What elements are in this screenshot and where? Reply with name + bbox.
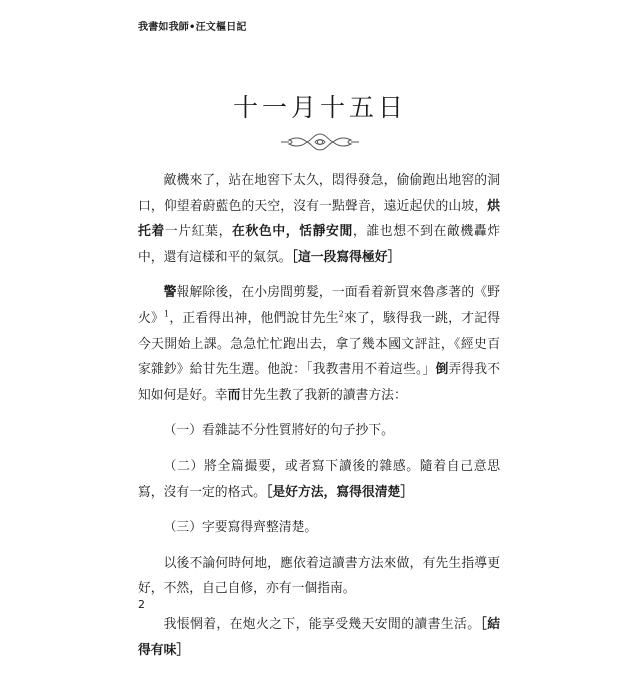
method-list-item: [138, 515, 500, 541]
body-paragraph: [138, 168, 500, 270]
entry-title: 十一月十五日: [232, 93, 407, 122]
body-paragraph: [138, 551, 500, 602]
footnote-marker: 2: [338, 309, 344, 319]
method-list-item: [138, 454, 500, 505]
text-segment: 敵機來了，站在地窖下太久，悶得發急，偷偷跑出地窖的洞口，仰望着蔚藍色的天空，沒有一點聲音，遠近起伏的山坡，: [138, 173, 500, 214]
bold-annotation: ［結得有味］: [138, 616, 501, 658]
bold-annotation: 倒: [435, 362, 449, 378]
text-segment: 來了，駭得我一跳，才記得今天開始上課。急急忙忙跑出去，拿了幾本國文評註，《經史百家雜鈔》給甘先生選。他說：「我教書用不着這些。」: [138, 310, 501, 378]
bold-annotation: 烘托着: [138, 198, 500, 240]
text-segment: 一片紅葉，: [164, 224, 233, 240]
body-paragraph: [138, 612, 500, 663]
text-segment: （一）看雜誌不分性質將好的句子抄下。: [163, 423, 394, 439]
entry-body: [138, 168, 500, 673]
text-segment: 弄得我不知如何是好。幸: [138, 362, 501, 403]
ornament-divider-icon: [279, 131, 361, 153]
text-segment: 我悵惘着，在炮火之下，能享受幾天安閒的讀書生活。: [163, 616, 481, 632]
footnote-marker: 1: [164, 309, 170, 319]
text-segment: 以後不論何時何地，應依着這讀書方法來做，有先生指導更好，不然，自己自修，亦有一個指南。: [138, 555, 500, 597]
bold-annotation: 警: [163, 285, 177, 301]
bold-annotation: ［這一段寫得極好］: [291, 249, 401, 265]
bold-annotation: ［是好方法，寫得很清楚］: [265, 484, 414, 500]
text-segment: （二）將全篇撮要，或者寫下讀後的雜感。隨着自己意思寫，沒有一定的格式。: [138, 458, 500, 500]
text-segment: ，正看得出神，他們說甘先生: [169, 310, 339, 326]
text-segment: 甘先生教了我新的讀書方法：: [240, 387, 407, 403]
text-segment: ，誰也想不到在敵機轟炸中，還有這樣和平的氣氛。: [138, 224, 501, 265]
bold-annotation: 在秋色中，恬靜安閒: [232, 224, 353, 240]
body-paragraph: [138, 280, 500, 408]
method-list-item: [138, 418, 500, 444]
bold-annotation: 而: [227, 387, 241, 403]
page-number: 2: [138, 598, 145, 611]
running-header: 我書如我師•汪文樞日記: [138, 22, 247, 33]
text-segment: 報解除後，在小房間剪髮，一面看着新買來魯彥著的《野火》: [138, 285, 501, 326]
text-segment: （三）字要寫得齊整清楚。: [163, 520, 318, 536]
